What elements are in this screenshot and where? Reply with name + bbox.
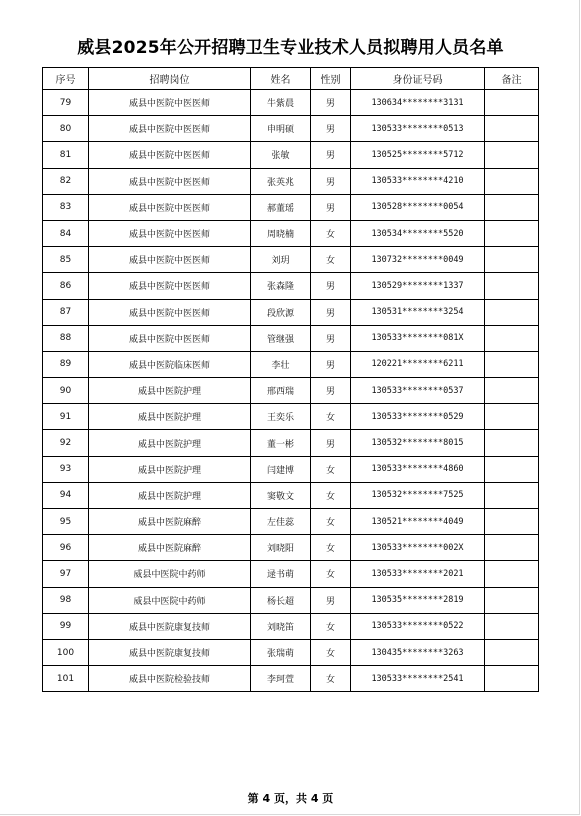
cell-id-number: 130533********2541: [351, 666, 485, 692]
cell-name: 郝董瑶: [251, 194, 311, 220]
cell-position: 威县中医院麻醉: [89, 535, 251, 561]
cell-position: 威县中医院康复技师: [89, 613, 251, 639]
cell-gender: 男: [311, 378, 351, 404]
cell-position: 威县中医院麻醉: [89, 509, 251, 535]
cell-name: 张森隆: [251, 273, 311, 299]
cell-seq: 87: [43, 299, 89, 325]
table-header: [43, 68, 539, 90]
cell-remarks: [485, 168, 539, 194]
table-row: [43, 378, 539, 404]
cell-name: 窦敬文: [251, 482, 311, 508]
cell-seq: 82: [43, 168, 89, 194]
cell-remarks: [485, 509, 539, 535]
cell-remarks: [485, 456, 539, 482]
cell-name: 刘玥: [251, 247, 311, 273]
cell-seq: 81: [43, 142, 89, 168]
document-title: 威县2025年公开招聘卫生专业技术人员拟聘用人员名单: [77, 38, 504, 58]
cell-seq: 89: [43, 351, 89, 377]
cell-remarks: [485, 404, 539, 430]
cell-id-number: 130533********0537: [351, 378, 485, 404]
cell-name: 周晓楠: [251, 220, 311, 246]
cell-name: 左佳蕊: [251, 509, 311, 535]
cell-name: 董一彬: [251, 430, 311, 456]
cell-remarks: [485, 299, 539, 325]
cell-id-number: 130533********081X: [351, 325, 485, 351]
cell-seq: 97: [43, 561, 89, 587]
table-row: [43, 273, 539, 299]
cell-seq: 93: [43, 456, 89, 482]
cell-name: 刘晓阳: [251, 535, 311, 561]
header-gender: 性别: [311, 68, 351, 90]
cell-position: 威县中医院中医医师: [89, 220, 251, 246]
table-row: [43, 456, 539, 482]
cell-position: 威县中医院护理: [89, 378, 251, 404]
cell-seq: 94: [43, 482, 89, 508]
cell-seq: 84: [43, 220, 89, 246]
cell-position: 威县中医院中医医师: [89, 273, 251, 299]
cell-seq: 100: [43, 639, 89, 665]
cell-gender: 男: [311, 430, 351, 456]
cell-name: 牛紫晨: [251, 90, 311, 116]
table-row: [43, 90, 539, 116]
cell-position: 威县中医院护理: [89, 430, 251, 456]
cell-gender: 女: [311, 535, 351, 561]
cell-remarks: [485, 325, 539, 351]
cell-position: 威县中医院护理: [89, 456, 251, 482]
cell-name: 逯书萌: [251, 561, 311, 587]
table-row: [43, 430, 539, 456]
cell-gender: 女: [311, 639, 351, 665]
cell-remarks: [485, 116, 539, 142]
cell-name: 段欣源: [251, 299, 311, 325]
cell-gender: 女: [311, 247, 351, 273]
cell-id-number: 130634********3131: [351, 90, 485, 116]
cell-gender: 男: [311, 299, 351, 325]
cell-remarks: [485, 351, 539, 377]
table-row: [43, 247, 539, 273]
cell-remarks: [485, 666, 539, 692]
cell-id-number: 130535********2819: [351, 587, 485, 613]
cell-id-number: 130533********002X: [351, 535, 485, 561]
table-row: [43, 482, 539, 508]
table-row: [43, 404, 539, 430]
table-row: [43, 561, 539, 587]
table-row: [43, 142, 539, 168]
cell-name: 张英兆: [251, 168, 311, 194]
cell-id-number: 130533********0529: [351, 404, 485, 430]
cell-position: 威县中医院中药师: [89, 587, 251, 613]
cell-remarks: [485, 273, 539, 299]
table-row: [43, 535, 539, 561]
cell-gender: 女: [311, 482, 351, 508]
header-remarks: 备注: [485, 68, 539, 90]
cell-remarks: [485, 247, 539, 273]
table-row: [43, 116, 539, 142]
cell-gender: 男: [311, 587, 351, 613]
cell-remarks: [485, 430, 539, 456]
cell-gender: 男: [311, 194, 351, 220]
cell-position: 威县中医院中医医师: [89, 116, 251, 142]
cell-remarks: [485, 639, 539, 665]
cell-gender: 男: [311, 351, 351, 377]
table-row: [43, 325, 539, 351]
cell-name: 邢西瑞: [251, 378, 311, 404]
cell-id-number: 130533********0513: [351, 116, 485, 142]
cell-name: 闫建博: [251, 456, 311, 482]
cell-id-number: 130529********1337: [351, 273, 485, 299]
cell-seq: 83: [43, 194, 89, 220]
cell-seq: 91: [43, 404, 89, 430]
cell-seq: 98: [43, 587, 89, 613]
hiring-roster-table: [42, 67, 539, 692]
cell-name: 张瑞萌: [251, 639, 311, 665]
cell-gender: 女: [311, 509, 351, 535]
table-body: [43, 90, 539, 692]
cell-id-number: 130435********3263: [351, 639, 485, 665]
cell-seq: 88: [43, 325, 89, 351]
cell-gender: 女: [311, 404, 351, 430]
cell-position: 威县中医院临床医师: [89, 351, 251, 377]
cell-seq: 80: [43, 116, 89, 142]
cell-position: 威县中医院中医医师: [89, 142, 251, 168]
cell-remarks: [485, 90, 539, 116]
cell-id-number: 130531********3254: [351, 299, 485, 325]
cell-position: 威县中医院护理: [89, 482, 251, 508]
table-row: [43, 351, 539, 377]
cell-position: 威县中医院康复技师: [89, 639, 251, 665]
cell-remarks: [485, 587, 539, 613]
cell-name: 李壮: [251, 351, 311, 377]
cell-gender: 女: [311, 220, 351, 246]
cell-remarks: [485, 142, 539, 168]
cell-remarks: [485, 535, 539, 561]
cell-name: 王奕乐: [251, 404, 311, 430]
cell-gender: 男: [311, 116, 351, 142]
cell-id-number: 130534********5520: [351, 220, 485, 246]
cell-seq: 95: [43, 509, 89, 535]
cell-name: 李珂萱: [251, 666, 311, 692]
cell-seq: 96: [43, 535, 89, 561]
cell-remarks: [485, 378, 539, 404]
cell-id-number: 120221********6211: [351, 351, 485, 377]
table-row: [43, 509, 539, 535]
cell-id-number: 130533********0522: [351, 613, 485, 639]
table-row: [43, 299, 539, 325]
cell-id-number: 130533********2021: [351, 561, 485, 587]
table-row: [43, 194, 539, 220]
cell-position: 威县中医院中药师: [89, 561, 251, 587]
header-seq: 序号: [43, 68, 89, 90]
header-name: 姓名: [251, 68, 311, 90]
table-row: [43, 639, 539, 665]
cell-position: 威县中医院中医医师: [89, 299, 251, 325]
cell-remarks: [485, 194, 539, 220]
cell-gender: 男: [311, 90, 351, 116]
table-row: [43, 220, 539, 246]
cell-name: 张敏: [251, 142, 311, 168]
page-number-footer: 第 4 页，共 4 页: [247, 792, 334, 805]
cell-position: 威县中医院护理: [89, 404, 251, 430]
cell-seq: 101: [43, 666, 89, 692]
header-row: [43, 68, 539, 90]
cell-gender: 女: [311, 561, 351, 587]
cell-gender: 女: [311, 666, 351, 692]
cell-gender: 男: [311, 273, 351, 299]
cell-seq: 79: [43, 90, 89, 116]
cell-id-number: 130532********8015: [351, 430, 485, 456]
cell-position: 威县中医院中医医师: [89, 168, 251, 194]
cell-remarks: [485, 561, 539, 587]
header-id-number: 身份证号码: [351, 68, 485, 90]
cell-position: 威县中医院中医医师: [89, 325, 251, 351]
cell-name: 刘晓笛: [251, 613, 311, 639]
cell-id-number: 130528********0054: [351, 194, 485, 220]
cell-seq: 90: [43, 378, 89, 404]
cell-name: 申明硕: [251, 116, 311, 142]
cell-gender: 女: [311, 613, 351, 639]
cell-remarks: [485, 482, 539, 508]
cell-gender: 女: [311, 456, 351, 482]
cell-seq: 85: [43, 247, 89, 273]
cell-seq: 99: [43, 613, 89, 639]
header-position: 招聘岗位: [89, 68, 251, 90]
cell-id-number: 130525********5712: [351, 142, 485, 168]
cell-seq: 86: [43, 273, 89, 299]
table-row: [43, 168, 539, 194]
cell-id-number: 130532********7525: [351, 482, 485, 508]
cell-id-number: 130533********4210: [351, 168, 485, 194]
cell-gender: 男: [311, 325, 351, 351]
cell-name: 管继强: [251, 325, 311, 351]
cell-position: 威县中医院中医医师: [89, 194, 251, 220]
cell-seq: 92: [43, 430, 89, 456]
table-row: [43, 613, 539, 639]
cell-remarks: [485, 613, 539, 639]
cell-name: 杨长超: [251, 587, 311, 613]
cell-id-number: 130732********0049: [351, 247, 485, 273]
cell-gender: 男: [311, 168, 351, 194]
cell-gender: 男: [311, 142, 351, 168]
table-row: [43, 666, 539, 692]
cell-position: 威县中医院检验技师: [89, 666, 251, 692]
cell-position: 威县中医院中医医师: [89, 90, 251, 116]
cell-remarks: [485, 220, 539, 246]
table-row: [43, 587, 539, 613]
cell-id-number: 130521********4049: [351, 509, 485, 535]
cell-position: 威县中医院中医医师: [89, 247, 251, 273]
cell-id-number: 130533********4860: [351, 456, 485, 482]
